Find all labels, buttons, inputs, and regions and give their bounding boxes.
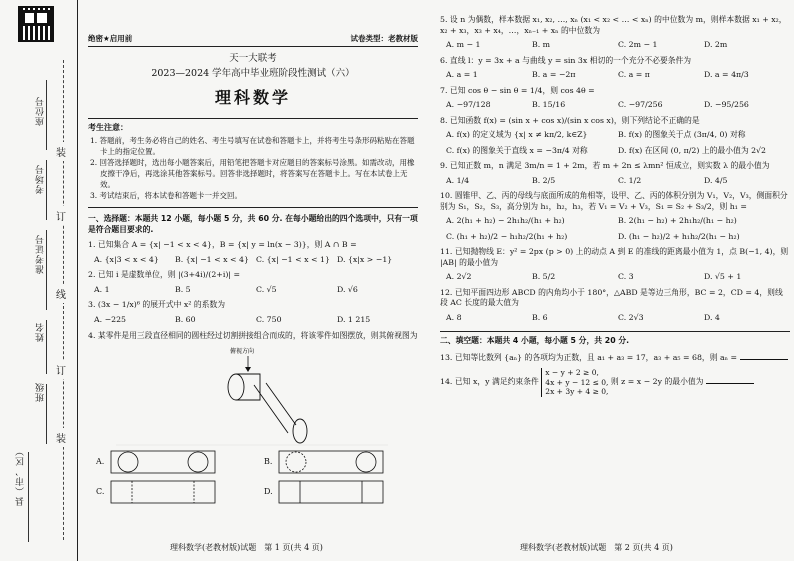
option: D. f(x) 在区间 (0, π/2) 上的最小值为 2√2 bbox=[618, 145, 766, 155]
page-header bbox=[88, 34, 418, 47]
page-2 bbox=[440, 10, 790, 397]
blank-line bbox=[46, 320, 47, 374]
option: C. 3 bbox=[618, 272, 634, 282]
cut-mark: 装 bbox=[56, 142, 66, 161]
fig-option-label: B. bbox=[264, 457, 273, 467]
field-exam-id: 准考证号 bbox=[36, 234, 46, 274]
option: B. 2(h₁ − h₂) + 2h₁h₂/(h₁ − h₂) bbox=[618, 216, 737, 226]
section-1-title: 一、选择题：本题共 12 小题，每小题 5 分，共 60 分. 在每小题给出的四个选项中，只有一项是符合题目要求的. bbox=[88, 214, 418, 234]
option: D. 4 bbox=[704, 312, 720, 322]
options-3 bbox=[88, 315, 418, 326]
page-1-footer: 理科数学(老教材版)试题 第 1 页(共 4 页) bbox=[170, 543, 323, 552]
options-6 bbox=[440, 70, 790, 81]
option: C. −97/256 bbox=[618, 100, 663, 110]
option: C. {x| −1 < x < 1} bbox=[256, 254, 330, 264]
answer-blank bbox=[740, 352, 788, 360]
options-7 bbox=[440, 100, 790, 111]
section-2-title: 二、填空题：本题共 4 小题，每小题 5 分，共 20 分. bbox=[440, 331, 790, 347]
options-5 bbox=[440, 40, 790, 51]
question-7: 7. 已知 cos θ − sin θ = 1/4，则 cos 4θ = bbox=[440, 85, 595, 95]
option: B. {x| −1 < x < 4} bbox=[175, 254, 249, 264]
question-6: 6. 直线 l：y = 3x + a 与曲线 y = sin 3x 相切的一个充分不必要条件为 bbox=[440, 55, 692, 65]
options-12 bbox=[440, 313, 790, 324]
option: C. f(x) 的图象关于直线 x = −3π/4 对称 bbox=[446, 145, 588, 155]
options-1 bbox=[88, 255, 418, 266]
option: B. 60 bbox=[175, 315, 196, 324]
notice-item: 1. 答题前，考生务必将自己的姓名、考生号填写在试卷和答题卡上，并将考生号条形码粘贴在答题卡上的指定位置。 bbox=[90, 136, 415, 157]
question-1: 1. 已知集合 A = {x| −1 < x < 4}，B = {x| y = ln(x − 3)}，则 A ∩ B = bbox=[88, 240, 357, 250]
field-name: 姓名 bbox=[36, 322, 46, 342]
option: C. 2√3 bbox=[618, 312, 644, 322]
option: B. 15/16 bbox=[532, 100, 566, 110]
cylinder-end bbox=[293, 419, 307, 443]
constraint: x − y + 2 ≥ 0, bbox=[545, 368, 599, 378]
option: C. √5 bbox=[256, 284, 277, 294]
option: A. −225 bbox=[94, 315, 127, 324]
option: C. a = π bbox=[618, 70, 650, 80]
option: B. f(x) 的图象关于点 (3π/4, 0) 对称 bbox=[618, 130, 746, 140]
notice-title: 考生注意： bbox=[88, 123, 128, 133]
option: A. m − 1 bbox=[446, 40, 481, 50]
question-9: 9. 已知正数 m，n 满足 3m/n = 1 + 2m，若 m + 2n ≤ λmn² 恒成立，则实数 λ 的最小值为 bbox=[440, 161, 770, 171]
option: B. 6 bbox=[532, 312, 548, 322]
blank-line bbox=[28, 452, 29, 542]
notice-item: 3. 考试结束后，将本试卷和答题卡一并交回。 bbox=[90, 190, 243, 200]
view-direction-label: 俯视方向 bbox=[230, 348, 255, 356]
constraint-system bbox=[541, 368, 608, 396]
option: A. −97/128 bbox=[446, 100, 491, 110]
options-11 bbox=[440, 272, 790, 283]
option: D. −95/256 bbox=[704, 100, 749, 110]
answer-blank bbox=[706, 376, 754, 384]
fig-option-b bbox=[278, 449, 388, 475]
option: B. 5/2 bbox=[532, 272, 556, 282]
option: C. 2m − 1 bbox=[618, 40, 658, 50]
option: C. 750 bbox=[256, 315, 282, 324]
option: A. 1 bbox=[94, 284, 110, 294]
fig-option-label: D. bbox=[264, 487, 273, 497]
question-8: 8. 已知函数 f(x) = (sin x + cos x)/(sin x cos x)，则下列结论不正确的是 bbox=[440, 115, 700, 125]
cylinder-body bbox=[236, 374, 260, 400]
option: B. m bbox=[532, 40, 551, 50]
field-county: 县（市、区） bbox=[16, 446, 26, 506]
option: A. f(x) 的定义域为 {x| x ≠ kπ/2, k∈Z} bbox=[446, 130, 588, 140]
subject-title: 理科数学 bbox=[214, 87, 291, 107]
question-12: 12. 已知平面四边形 ABCD 的内角均小于 180°，△ABD 是等边三角形，BC = 2，CD = 4，则线段 AC 长度的最大值为 bbox=[440, 287, 783, 308]
option: A. {x|3 < x < 4} bbox=[94, 254, 159, 264]
question-4: 4. 某零件是用三段直径相同的圆柱经过切割拼接组合而成的，将该零件如图摆放，则其俯视图为 bbox=[88, 330, 418, 340]
exam-org: 天一大联考 bbox=[229, 53, 277, 65]
option: D. 4/5 bbox=[704, 175, 728, 185]
cylinder-end bbox=[228, 374, 244, 400]
option: C. (h₁ + h₂)/2 − h₁h₂/2(h₁ + h₂) bbox=[446, 231, 568, 241]
option: D. 2m bbox=[704, 40, 728, 50]
paper-type: 试卷类型：老教材版 bbox=[350, 34, 418, 43]
option: D. {x|x > −1} bbox=[337, 254, 393, 264]
arrow-head-icon bbox=[245, 367, 251, 372]
constraint: 2x + 3y + 4 ≥ 0, bbox=[545, 387, 609, 397]
fig-option-d bbox=[278, 479, 388, 505]
cut-mark: 装 bbox=[56, 428, 66, 447]
constraint: 4x + y − 12 ≤ 0, bbox=[545, 377, 609, 387]
field-room: 考场号 bbox=[36, 164, 46, 194]
option: B. 2/5 bbox=[532, 175, 556, 185]
options-9 bbox=[440, 176, 790, 187]
option: A. 1/4 bbox=[446, 175, 470, 185]
page-1 bbox=[88, 10, 418, 509]
blank-line bbox=[46, 160, 47, 220]
field-class: 班级 bbox=[36, 382, 46, 402]
cut-mark: 订 bbox=[56, 206, 66, 225]
page-2-footer: 理科数学(老教材版)试题 第 2 页(共 4 页) bbox=[520, 543, 673, 552]
option: A. 8 bbox=[446, 312, 462, 322]
cylinder-part-figure bbox=[88, 345, 418, 449]
question-5: 5. 设 n 为偶数，样本数据 x₁, x₂, …, xₙ (x₁ < x₂ < … < xₙ) 的中位数为 m，则样本数据 x₁ + x₂，x₂ + x₃，x₃ + x₄，…，xₙ₋₁ + xₙ 的中位数为 bbox=[440, 15, 787, 35]
notice-item: 2. 回答选择题时，选出每小题答案后，用铅笔把答题卡对应题目的答案标号涂黑。如需改动，用橡皮擦干净后，再选涂其他答案标号。回答非选择题时，将答案写在答题卡上。写在本试卷上无效。 bbox=[90, 157, 415, 189]
blank-line bbox=[46, 384, 47, 444]
binding-margin bbox=[0, 0, 78, 561]
cut-mark: 线 bbox=[56, 284, 66, 303]
option: D. √5 + 1 bbox=[704, 272, 742, 282]
question-2: 2. 已知 i 是虚数单位，则 |(3+4i)/(2+i)| = bbox=[88, 270, 241, 280]
question-13 bbox=[440, 352, 790, 364]
figure-options bbox=[88, 449, 418, 509]
blank-line bbox=[46, 80, 47, 150]
option: A. 2(h₁ + h₂) − 2h₁h₂/(h₁ + h₂) bbox=[446, 216, 565, 226]
question-14-tail: 则 z = x − 2y 的最小值为 bbox=[610, 377, 704, 387]
option: D. a = 4π/3 bbox=[704, 70, 749, 80]
option: D. √6 bbox=[337, 284, 358, 294]
option: B. 5 bbox=[175, 284, 191, 294]
notice-box bbox=[88, 118, 418, 208]
option: D. (h₁ − h₂)/2 + h₁h₂/2(h₁ − h₂) bbox=[618, 231, 740, 241]
option: A. 2√2 bbox=[446, 272, 472, 282]
blank-line bbox=[46, 230, 47, 310]
option: D. 1 215 bbox=[337, 315, 371, 324]
options-2 bbox=[88, 285, 418, 296]
option: B. a = −2π bbox=[532, 70, 576, 80]
question-10: 10. 圆锥甲、乙、丙的母线与底面所成的角相等，设甲、乙、丙的体积分别为 V₁，V₂，V₃，侧面积分别为 S₁，S₂，S₃，高分别为 h₁，h₂，h₃，若 V₁ = V₂ + V₃，S₁ = S₂ + S₃/2，则 h₁ = bbox=[440, 191, 788, 211]
question-13-text: 13. 已知等比数列 {aₙ} 的各项均为正数，且 a₁ + a₃ = 17，a₃ + a₅ = 68，则 aₙ = bbox=[440, 352, 738, 362]
question-3: 3. (3x − 1/x)⁶ 的展开式中 x² 的系数为 bbox=[88, 300, 226, 310]
exam-name: 2023—2024 学年高中毕业班阶段性测试（六） bbox=[151, 67, 355, 79]
option: C. 1/2 bbox=[618, 175, 642, 185]
secret-label: 绝密★启用前 bbox=[88, 34, 133, 43]
question-14-text: 14. 已知 x，y 满足约束条件 bbox=[440, 377, 539, 387]
options-10 bbox=[440, 216, 790, 242]
question-11: 11. 已知抛物线 E：y² = 2px (p > 0) 上的动点 A 到 E 的准线的距离最小值为 1，点 B(−1, 4)，则 |AB| 的最小值为 bbox=[440, 247, 789, 267]
question-4-figure bbox=[88, 345, 418, 449]
fig-option-a bbox=[110, 449, 220, 475]
option: A. a = 1 bbox=[446, 70, 478, 80]
question-14 bbox=[440, 368, 790, 396]
fig-option-label: A. bbox=[96, 457, 105, 467]
fig-option-label: C. bbox=[96, 487, 105, 497]
field-seat: 座位号 bbox=[36, 96, 46, 126]
cut-mark: 订 bbox=[56, 360, 66, 379]
options-8 bbox=[440, 130, 790, 156]
qr-code-icon bbox=[18, 6, 54, 42]
fig-option-c bbox=[110, 479, 220, 505]
